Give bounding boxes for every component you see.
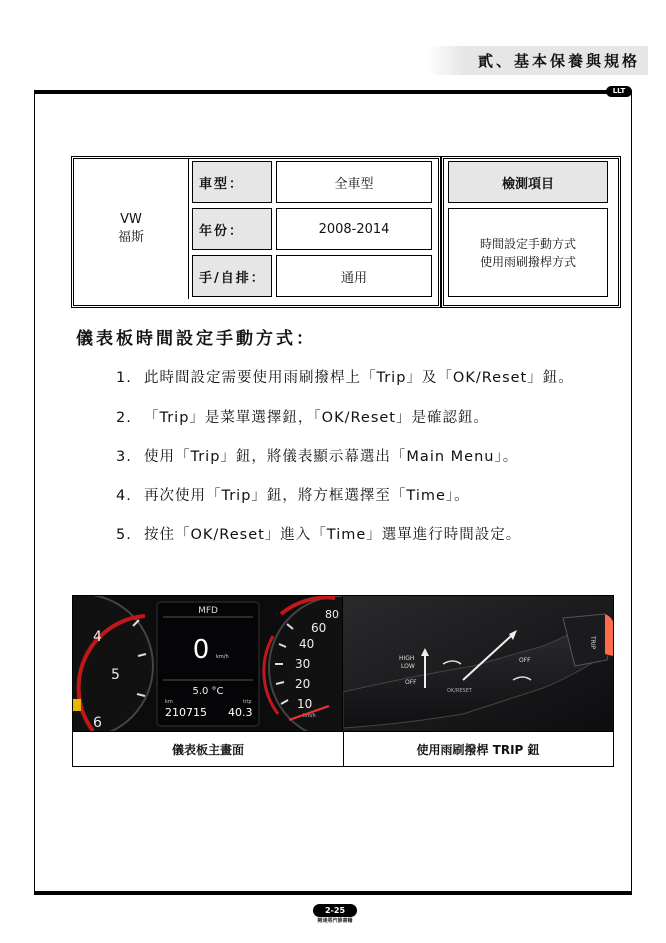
- chapter-title: 貳、基本保養與規格: [464, 46, 648, 75]
- model-value: 全車型: [276, 161, 432, 203]
- year-value: 2008-2014: [276, 208, 432, 250]
- section-title: 儀表板時間設定手動方式：: [76, 329, 316, 349]
- year-label: 年份：: [192, 208, 272, 250]
- step-text: 使用「Trip」鈕，將儀表顯示幕選出「Main Menu」。: [144, 449, 519, 465]
- speedo-tick: 30: [295, 657, 311, 671]
- vehicle-brand-cell: [74, 159, 189, 299]
- check-item-body: [448, 208, 608, 297]
- step-text: 再次使用「Trip」鈕，將方框選擇至「Time」。: [144, 488, 470, 504]
- temperature-readout: 5.0 °C: [192, 686, 224, 697]
- ok-reset-label: OK/RESET: [447, 688, 472, 694]
- odometer-unit: km: [165, 699, 173, 705]
- vehicle-brand: VW: [120, 212, 142, 227]
- speed-readout: 0: [192, 635, 210, 665]
- stalk-high-label: HIGH: [399, 655, 415, 662]
- step-text: 按住「OK/Reset」進入「Time」選單進行時間設定。: [144, 527, 522, 543]
- odometer-readout: 210715: [165, 706, 207, 719]
- dashboard-illustration: [73, 596, 342, 731]
- vehicle-brand-chinese: 福斯: [117, 230, 144, 245]
- publisher-name: 剛達將汽修書籍: [317, 918, 353, 924]
- step-number: 1.: [116, 370, 132, 386]
- step-text: 此時間設定需要使用雨刷撥桿上「Trip」及「OK/Reset」鈕。: [144, 370, 574, 386]
- tach-tick: 6: [93, 715, 102, 731]
- step-number: 3.: [116, 449, 132, 465]
- step-item: [116, 480, 606, 512]
- check-item-table: [441, 156, 621, 308]
- speedo-tick: 40: [299, 637, 315, 651]
- stalk-off-label: OFF: [405, 679, 417, 686]
- caption-row: [73, 731, 613, 767]
- speedo-tick: 10: [297, 697, 313, 711]
- step-number: 2.: [116, 410, 132, 426]
- speedo-tick: 20: [295, 677, 311, 691]
- bottom-rule: [34, 891, 632, 895]
- speedo-tick: 80: [325, 608, 339, 621]
- wiper-stalk-illustration: [343, 596, 613, 731]
- tach-tick: 4: [93, 629, 102, 645]
- stalk-off2-label: OFF: [519, 657, 531, 664]
- trip-readout: 40.3: [228, 706, 253, 719]
- step-item: [116, 402, 606, 434]
- check-item-line: 使用雨刷撥桿方式: [479, 254, 576, 269]
- stalk-low-label: LOW: [401, 663, 415, 670]
- trip-label: trip: [243, 699, 252, 705]
- right-photo-caption: 使用雨刷撥桿 TRIP 鈕: [416, 743, 540, 757]
- check-item-line: 時間設定手動方式: [479, 236, 576, 251]
- vehicle-info-table: [71, 156, 441, 308]
- speed-unit: km/h: [216, 654, 229, 660]
- model-label: 車型：: [192, 161, 272, 203]
- mfd-label: MFD: [198, 606, 218, 616]
- photo-table: [72, 595, 614, 767]
- step-number: 4.: [116, 488, 132, 504]
- transmission-value: 通用: [276, 255, 432, 297]
- step-list: [116, 362, 606, 558]
- trip-vertical-label: TRIP: [589, 636, 596, 650]
- page-number-badge: [313, 902, 357, 926]
- tach-tick: 5: [111, 667, 120, 683]
- left-photo-caption: 儀表板主畫面: [73, 732, 344, 767]
- check-item-header: 檢測項目: [448, 161, 608, 203]
- step-item: [116, 519, 606, 551]
- publisher-logo: LLT: [606, 86, 632, 97]
- step-text: 「Trip」是菜單選擇鈕，「OK/Reset」是確認鈕。: [144, 410, 489, 426]
- step-number: 5.: [116, 527, 132, 543]
- transmission-label: 手/自排：: [192, 255, 272, 297]
- page-number: 2-25: [313, 904, 357, 917]
- dashboard-photo: [73, 596, 343, 731]
- speedo-unit: km/h: [303, 713, 316, 719]
- wiper-stalk-photo: [343, 596, 613, 731]
- speedo-tick: 60: [311, 621, 327, 635]
- step-item: [116, 441, 606, 473]
- step-item: [116, 362, 606, 394]
